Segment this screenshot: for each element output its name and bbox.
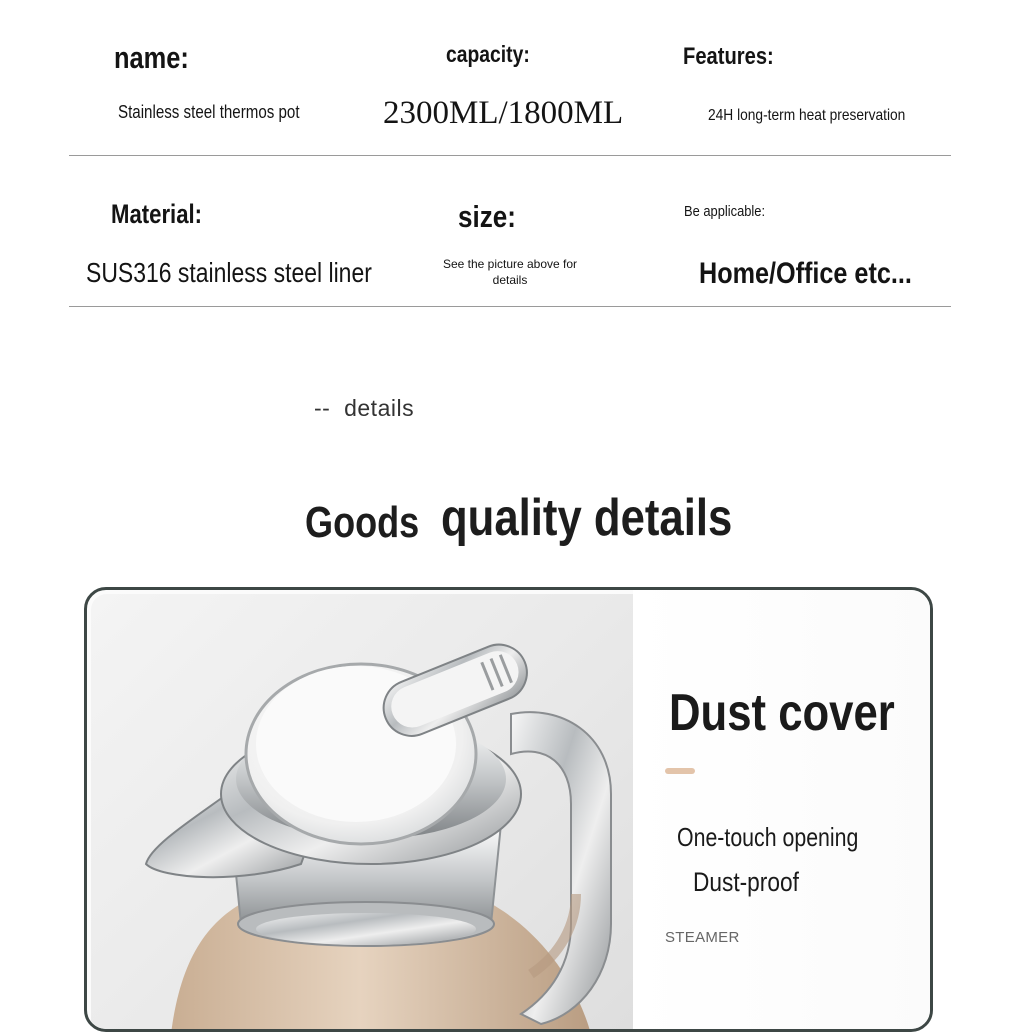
section-title bbox=[305, 488, 788, 548]
feature-bullet-2: Dust-proof bbox=[693, 867, 799, 897]
thermos-lid-illustration bbox=[91, 594, 633, 1032]
spec-size-value bbox=[440, 256, 580, 288]
spec-capacity-label: capacity: bbox=[446, 41, 530, 67]
spec-features-value: 24H long-term heat preservation bbox=[708, 107, 906, 124]
feature-bullet-1: One-touch opening bbox=[677, 822, 859, 852]
spec-size-value-line1: See the picture above for bbox=[442, 257, 578, 271]
spec-divider-1 bbox=[69, 155, 951, 156]
section-title-small: Goods bbox=[305, 498, 420, 547]
spec-features-label: Features: bbox=[683, 43, 774, 70]
spec-applicable-label: Be applicable: bbox=[684, 203, 766, 220]
spec-size-value-line2: details bbox=[492, 273, 528, 287]
section-title-large: quality details bbox=[440, 489, 733, 547]
spec-size-label: size: bbox=[458, 199, 516, 234]
spec-material-label: Material: bbox=[111, 199, 203, 229]
spec-name-label: name: bbox=[114, 40, 189, 75]
spec-name-value: Stainless steel thermos pot bbox=[118, 102, 300, 122]
spec-applicable-value: Home/Office etc... bbox=[699, 257, 912, 290]
product-photo bbox=[91, 594, 633, 1032]
feature-title: Dust cover bbox=[669, 684, 895, 742]
feature-accent-bar bbox=[665, 768, 695, 774]
feature-card bbox=[84, 587, 933, 1032]
spec-material-value: SUS316 stainless steel liner bbox=[86, 257, 372, 288]
spec-capacity-value: 2300ML/1800ML bbox=[383, 95, 624, 131]
spec-divider-2 bbox=[69, 306, 951, 307]
feature-panel bbox=[633, 590, 930, 1029]
details-marker: -- details bbox=[314, 395, 415, 421]
brand-label: STEAMER bbox=[665, 929, 740, 946]
